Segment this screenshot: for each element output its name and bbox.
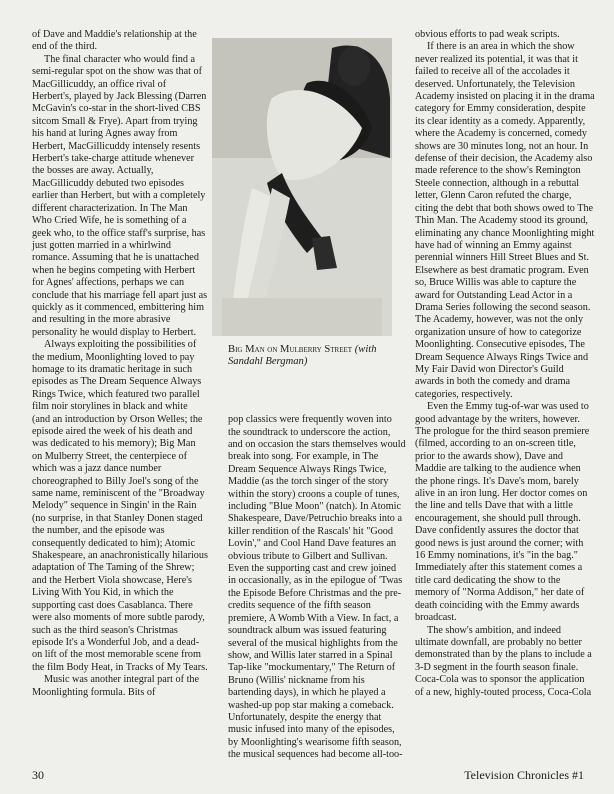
article-column-middle: [228, 404, 406, 772]
caption-title: Big Man on Mulberry Street: [228, 344, 353, 355]
paragraph: If there is an area in which the show never realized its potential, it was that it failed to receive all of the accolades it deserved. Unfortunately, the Television Academy insisted on placing it in the drama category for Emmy consideration, despite its clear identity as a comedy. Apparently, where the Academy is concerned, comedy shows are 30 minutes long, not an hour. In defense of their decision, the Academy also made reference to the show's Remington Steele connection, although in a rebuttal letter, Glenn Caron refuted the charge, citing the debt that both shows owed to The Thin Man. The Academy stood its ground, eliminating any chance Moonlighting might have had of winning an Emmy against perennial winners Hill Street Blues and St. Elsewhere as best dramatic program. Even so, Bruce Willis was able to capture the award for Outstanding Lead Actor in a Drama Series following the second season. The Academy, however, was not the only organization unsure of how to categorize Moonlighting. Consecutive episodes, The Dream Sequence Always Rings Twice and My Fair David won Director's Guild awards in both the comedy and drama categories, respectively.: [415, 41, 595, 400]
article-column-right: [415, 29, 595, 699]
paragraph: The final character who would find a semi-regular spot on the show was that of MacGillicuddy, an office rival of Herbert's, played by Jack Blessing (Darren McGavin's co-star in the short-lived CBS sitcom Small & Frye). Apart from trying his hand at luring Agnes away from Herbert, MacGillicuddy intensely resents Herbert's take-charge attitude whenever the bosses are away. Actually, MacGillicuddy debuted two episodes earlier than Herbert, but with a completely different characterization. In The Man Who Cried Wife, he is something of a geek who, to the office staff's surprise, has just gotten married in a whirlwind romance. Assuming that he is unattached when he begins competing with Herbert for Agnes' affections, perhaps we can conclude that his marriage fell apart just as quickly as it commenced, embittering him and resulting in the more abrasive personality he would display to Herbert.: [32, 53, 208, 338]
episode-photo: [212, 38, 392, 336]
paragraph: Music was another integral part of the Moonlighting formula. Bits of: [32, 674, 200, 698]
paragraph: pop classics were frequently woven into the soundtrack to underscore the action, and on occasion the stars themselves would break into song. For example, in The Dream Sequence Always Rings Twice, Maddie (as the torch singer of the story within the story) croons a couple of tunes, including "Blue Moon" (natch). In Atomic Shakespeare, Dave/Petruchio breaks into a killer rendition of the Rascals' hit "Good Lovin'," and Cool Hand Dave features an obvious tribute to Gilbert and Sullivan. Even the supporting cast and crew joined in occasionally, as in the epilogue of 'Twas the Episode Before Christmas and the pre-credits sequence of the fifth season premiere, A Womb With a View. In fact, a soundtrack album was issued featuring several of the musical highlights from the show, and Willis later starred in a Spinal Tap-like "mockumentary," The Return of Bruno (Willis' nickname from his bartending days), in which he played a washed-up pop star making a comeback. Unfortunately, despite the energy that music infused into many of the episodes, by Moonlighting's wearisome fifth season, the musical sequences had become all-too-: [228, 414, 406, 761]
caption-credit: (with Sandahl Bergman): [228, 344, 377, 368]
publication-name: Television Chronicles #1: [464, 768, 584, 782]
page-number: 30: [32, 768, 44, 782]
paragraph: obvious efforts to pad weak scripts.: [415, 29, 560, 40]
paragraph: Even the Emmy tug-of-war was used to good advantage by the writers, however. The prologue for the third season premiere (filmed, according to an on-screen title, prior to the awards show), Dave and Maddie are talking to the audience when the phone rings. It's Dave's mom, barely alive in an iron lung. Her doctor comes on the line and tells Dave that with a little encouragement, she should pull through. Dave confidently assures the doctor that good news is just around the corner; with 16 Emmy nominations, it's "in the bag." Immediately after this statement comes a title card dedicating the show to the memory of "Norma Addison," her date of death coinciding with the Emmy awards broadcast.: [415, 401, 590, 624]
paragraph: Always exploiting the possibilities of the medium, Moonlighting loved to pay homage to its dramatic heritage in such episodes as The Dream Sequence Always Rings Twice, which featured two parallel film noir storylines in black and white (and an introduction by Orson Welles; the episode aired the week of his death and was dedicated to his memory); Big Man on Mulberry Street, the centerpiece of which was a jazz dance number choreographed to Billy Joel's song of the same name, reminiscent of the "Broadway Melody" sequence in Singin' in the Rain (no surprise, in that Stanley Donen staged the number, and the episode was consequently dedicated to him); Atomic Shakespeare, an anachronistically hilarious adaptation of The Taming of the Shrew; and the Herbert Viola showcase, Here's Living With You Kid, in which the supporting cast does Casablanca. There were also moments of more subtle parody, such as the third season's Christmas episode It's a Wonderful Job, and a dead-on lift of the most memorable scene from the film Body Heat, in Tracks of My Tears.: [32, 339, 208, 673]
article-column-left: [32, 29, 208, 699]
photo-caption: [228, 344, 408, 368]
paragraph: of Dave and Maddie's relationship at the end of the third.: [32, 29, 197, 53]
paragraph: The show's ambition, and indeed ultimate downfall, are probably no better demonstrated than by the plans to include a 3-D segment in the fourth season finale. Coca-Cola was to sponsor the application of a new, highly-touted process, Coca-Cola: [415, 624, 592, 698]
dance-photo-image: [212, 38, 392, 336]
